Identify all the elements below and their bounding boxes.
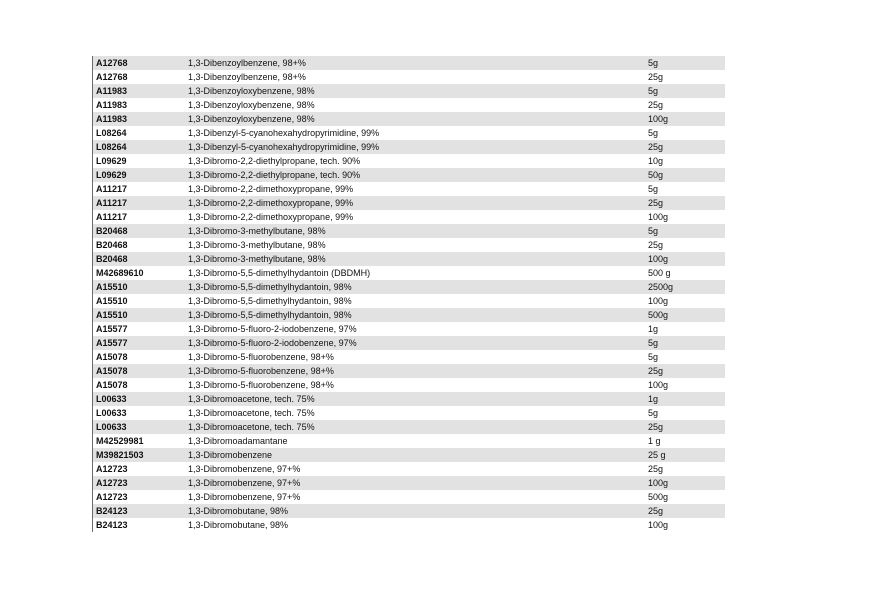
product-name: 1,3-Dibromobenzene, 97+%: [188, 478, 301, 488]
product-name: 1,3-Dibromo-2,2-dimethoxypropane, 99%: [188, 198, 354, 208]
package-size: 5g: [648, 58, 659, 68]
package-size: 25g: [648, 198, 664, 208]
product-name: 1,3-Dibromo-5,5-dimethylhydantoin, 98%: [188, 296, 352, 306]
package-size: 25g: [648, 506, 664, 516]
package-size: 5g: [648, 352, 659, 362]
product-name: 1,3-Dibromo-2,2-diethylpropane, tech. 90%: [188, 170, 361, 180]
catalog-number: M42689610: [96, 268, 144, 278]
catalog-number: M39821503: [96, 450, 144, 460]
package-size: 5g: [648, 184, 659, 194]
table-row: [93, 112, 725, 126]
package-size: 100g: [648, 520, 669, 530]
table-row: [93, 392, 725, 406]
catalog-number: A11217: [96, 184, 128, 194]
package-size: 1 g: [648, 436, 661, 446]
catalog-number: A15078: [96, 366, 128, 376]
package-size: 10g: [648, 156, 664, 166]
package-size: 25g: [648, 142, 664, 152]
product-name: 1,3-Dibromo-5,5-dimethylhydantoin, 98%: [188, 310, 352, 320]
package-size: 100g: [648, 114, 669, 124]
product-name: 1,3-Dibromo-3-methylbutane, 98%: [188, 254, 326, 264]
package-size: 25g: [648, 422, 664, 432]
table-row: [93, 210, 725, 224]
package-size: 100g: [648, 296, 669, 306]
table-row: [93, 406, 725, 420]
package-size: 5g: [648, 338, 659, 348]
table-row: [93, 266, 725, 280]
catalog-number: B20468: [96, 226, 128, 236]
product-name: 1,3-Dibromobutane, 98%: [188, 506, 289, 516]
package-size: 5g: [648, 128, 659, 138]
table-row: [93, 140, 725, 154]
package-size: 100g: [648, 212, 669, 222]
product-name: 1,3-Dibenzoylbenzene, 98+%: [188, 58, 306, 68]
product-name: 1,3-Dibromo-5-fluoro-2-iodobenzene, 97%: [188, 324, 357, 334]
catalog-number: L00633: [96, 394, 127, 404]
table-row: [93, 294, 725, 308]
catalog-number: L00633: [96, 408, 127, 418]
product-name: 1,3-Dibenzyl-5-cyanohexahydropyrimidine, 99%: [188, 142, 380, 152]
product-name: 1,3-Dibromo-2,2-dimethoxypropane, 99%: [188, 184, 354, 194]
catalog-number: M42529981: [96, 436, 144, 446]
table-row: [93, 182, 725, 196]
package-size: 50g: [648, 170, 664, 180]
product-name: 1,3-Dibenzoyloxybenzene, 98%: [188, 100, 315, 110]
package-size: 500 g: [648, 268, 671, 278]
catalog-number: A12723: [96, 478, 128, 488]
table-row: [93, 378, 725, 392]
package-size: 100g: [648, 380, 669, 390]
table-row: [93, 84, 725, 98]
table-row: [93, 350, 725, 364]
table-row: [93, 126, 725, 140]
catalog-number: A15510: [96, 296, 128, 306]
table-row: [93, 322, 725, 336]
table-row: [93, 490, 725, 504]
table-row: [93, 364, 725, 378]
product-name: 1,3-Dibromo-5-fluorobenzene, 98+%: [188, 366, 334, 376]
product-name: 1,3-Dibromo-5-fluorobenzene, 98+%: [188, 380, 334, 390]
catalog-number: A15078: [96, 380, 128, 390]
table-row: [93, 434, 725, 448]
package-size: 100g: [648, 478, 669, 488]
package-size: 500g: [648, 492, 669, 502]
product-name: 1,3-Dibromo-3-methylbutane, 98%: [188, 240, 326, 250]
catalog-number: A12723: [96, 492, 128, 502]
table-row: [93, 476, 725, 490]
table-row: [93, 462, 725, 476]
table-row: [93, 308, 725, 322]
package-size: 2500g: [648, 282, 674, 292]
product-name: 1,3-Dibromo-5-fluoro-2-iodobenzene, 97%: [188, 338, 357, 348]
package-size: 25g: [648, 464, 664, 474]
table-row: [93, 168, 725, 182]
table-row: [93, 518, 725, 532]
table-row: [93, 280, 725, 294]
package-size: 1g: [648, 394, 659, 404]
product-name: 1,3-Dibromobenzene, 97+%: [188, 464, 301, 474]
table-row: [93, 238, 725, 252]
table-row: [93, 420, 725, 434]
product-table: [92, 56, 725, 532]
product-name: 1,3-Dibromoacetone, tech. 75%: [188, 408, 315, 418]
table-row: [93, 196, 725, 210]
table-row: [93, 56, 725, 70]
product-name: 1,3-Dibromoadamantane: [188, 436, 288, 446]
table-row: [93, 252, 725, 266]
package-size: 25g: [648, 240, 664, 250]
catalog-number: A12768: [96, 72, 128, 82]
product-name: 1,3-Dibenzoyloxybenzene, 98%: [188, 114, 315, 124]
table-row: [93, 154, 725, 168]
catalog-number: A15510: [96, 310, 128, 320]
catalog-number: A11217: [96, 212, 128, 222]
product-name: 1,3-Dibenzoylbenzene, 98+%: [188, 72, 306, 82]
product-name: 1,3-Dibromoacetone, tech. 75%: [188, 422, 315, 432]
package-size: 500g: [648, 310, 669, 320]
catalog-number: A11983: [96, 100, 128, 110]
table-row: [93, 224, 725, 238]
package-size: 100g: [648, 254, 669, 264]
table-row: [93, 336, 725, 350]
product-name: 1,3-Dibromobenzene, 97+%: [188, 492, 301, 502]
product-name: 1,3-Dibenzoyloxybenzene, 98%: [188, 86, 315, 96]
catalog-number: A11983: [96, 114, 128, 124]
catalog-number: A12723: [96, 464, 128, 474]
catalog-number: A15510: [96, 282, 128, 292]
catalog-number: B24123: [96, 520, 128, 530]
product-name: 1,3-Dibromo-5,5-dimethylhydantoin (DBDMH): [188, 268, 371, 278]
package-size: 25g: [648, 100, 664, 110]
catalog-number: A15577: [96, 338, 128, 348]
package-size: 25g: [648, 366, 664, 376]
catalog-number: B20468: [96, 254, 128, 264]
product-name: 1,3-Dibromobutane, 98%: [188, 520, 289, 530]
catalog-number: L09629: [96, 156, 127, 166]
table-row: [93, 448, 725, 462]
catalog-number: A11983: [96, 86, 128, 96]
package-size: 5g: [648, 226, 659, 236]
package-size: 25g: [648, 72, 664, 82]
catalog-number: A15577: [96, 324, 128, 334]
product-name: 1,3-Dibromoacetone, tech. 75%: [188, 394, 315, 404]
catalog-number: L00633: [96, 422, 127, 432]
table-row: [93, 504, 725, 518]
catalog-number: A12768: [96, 58, 128, 68]
product-name: 1,3-Dibromo-5,5-dimethylhydantoin, 98%: [188, 282, 352, 292]
catalog-number: L09629: [96, 170, 127, 180]
product-name: 1,3-Dibromobenzene: [188, 450, 273, 460]
table-row: [93, 70, 725, 84]
catalog-number: L08264: [96, 142, 127, 152]
product-name: 1,3-Dibenzyl-5-cyanohexahydropyrimidine, 99%: [188, 128, 380, 138]
package-size: 25 g: [648, 450, 666, 460]
product-name: 1,3-Dibromo-2,2-dimethoxypropane, 99%: [188, 212, 354, 222]
catalog-number: L08264: [96, 128, 127, 138]
package-size: 5g: [648, 86, 659, 96]
product-name: 1,3-Dibromo-2,2-diethylpropane, tech. 90%: [188, 156, 361, 166]
package-size: 5g: [648, 408, 659, 418]
catalog-number: A15078: [96, 352, 128, 362]
catalog-number: A11217: [96, 198, 128, 208]
catalog-number: B20468: [96, 240, 128, 250]
product-name: 1,3-Dibromo-3-methylbutane, 98%: [188, 226, 326, 236]
table-row: [93, 98, 725, 112]
catalog-number: B24123: [96, 506, 128, 516]
package-size: 1g: [648, 324, 659, 334]
product-name: 1,3-Dibromo-5-fluorobenzene, 98+%: [188, 352, 334, 362]
